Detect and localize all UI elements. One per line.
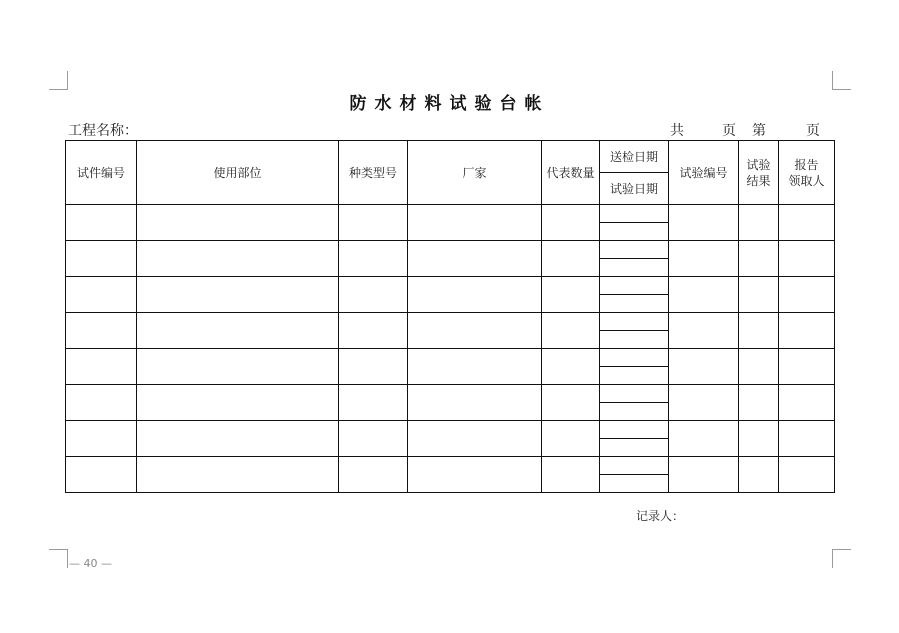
pager-page-label-2: 页 bbox=[806, 123, 820, 139]
cell-specimen-no bbox=[66, 241, 137, 277]
cell-usage-location bbox=[137, 313, 339, 349]
cell-send-date bbox=[600, 421, 669, 439]
header-report-receiver: 报告 领取人 bbox=[779, 141, 835, 205]
cell-test-result bbox=[739, 205, 779, 241]
cell-represent-qty bbox=[542, 277, 600, 313]
cell-send-date bbox=[600, 241, 669, 259]
cell-usage-location bbox=[137, 205, 339, 241]
test-ledger-table bbox=[65, 140, 835, 493]
cell-send-date bbox=[600, 205, 669, 223]
cell-type-model bbox=[339, 313, 408, 349]
cell-specimen-no bbox=[66, 205, 137, 241]
cell-type-model bbox=[339, 421, 408, 457]
cell-represent-qty bbox=[542, 205, 600, 241]
crop-mark-top-right bbox=[832, 71, 851, 90]
cell-test-date bbox=[600, 403, 669, 421]
cell-manufacturer bbox=[408, 457, 542, 493]
header-specimen-no: 试件编号 bbox=[66, 141, 137, 205]
cell-test-result bbox=[739, 313, 779, 349]
cell-test-date bbox=[600, 439, 669, 457]
cell-test-date bbox=[600, 475, 669, 493]
cell-represent-qty bbox=[542, 241, 600, 277]
cell-type-model bbox=[339, 385, 408, 421]
cell-usage-location bbox=[137, 241, 339, 277]
cell-represent-qty bbox=[542, 457, 600, 493]
cell-report-receiver bbox=[779, 241, 835, 277]
cell-test-no bbox=[669, 241, 739, 277]
recorder-label: 记录人： bbox=[636, 509, 685, 523]
cell-send-date bbox=[600, 277, 669, 295]
cell-specimen-no bbox=[66, 457, 137, 493]
cell-specimen-no bbox=[66, 313, 137, 349]
cell-test-no bbox=[669, 457, 739, 493]
cell-manufacturer bbox=[408, 241, 542, 277]
cell-specimen-no bbox=[66, 349, 137, 385]
cell-report-receiver bbox=[779, 277, 835, 313]
cell-test-result bbox=[739, 385, 779, 421]
cell-type-model bbox=[339, 277, 408, 313]
page-number: — 40 — bbox=[69, 557, 112, 570]
cell-test-date bbox=[600, 331, 669, 349]
pager-total-label: 共 bbox=[670, 123, 684, 139]
cell-report-receiver bbox=[779, 205, 835, 241]
table-row bbox=[66, 313, 835, 331]
project-name-label: 工程名称： bbox=[68, 123, 138, 139]
cell-test-result bbox=[739, 277, 779, 313]
cell-test-date bbox=[600, 367, 669, 385]
cell-test-date bbox=[600, 295, 669, 313]
cell-report-receiver bbox=[779, 349, 835, 385]
ledger-body bbox=[66, 205, 835, 493]
cell-manufacturer bbox=[408, 277, 542, 313]
cell-test-no bbox=[669, 313, 739, 349]
table-row bbox=[66, 241, 835, 259]
cell-test-no bbox=[669, 349, 739, 385]
header-test-result: 试验 结果 bbox=[739, 141, 779, 205]
cell-represent-qty bbox=[542, 421, 600, 457]
cell-send-date bbox=[600, 313, 669, 331]
cell-usage-location bbox=[137, 385, 339, 421]
cell-manufacturer bbox=[408, 313, 542, 349]
cell-report-receiver bbox=[779, 313, 835, 349]
cell-manufacturer bbox=[408, 205, 542, 241]
pager-current-label: 第 bbox=[752, 123, 766, 139]
header-type-model: 种类型号 bbox=[339, 141, 408, 205]
cell-usage-location bbox=[137, 277, 339, 313]
cell-type-model bbox=[339, 457, 408, 493]
page-title: 防水材料试验台帐 bbox=[349, 94, 550, 114]
cell-usage-location bbox=[137, 421, 339, 457]
table-row bbox=[66, 421, 835, 439]
header-represent-qty: 代表数量 bbox=[542, 141, 600, 205]
table-row bbox=[66, 349, 835, 367]
cell-usage-location bbox=[137, 457, 339, 493]
cell-test-date bbox=[600, 259, 669, 277]
cell-report-receiver bbox=[779, 385, 835, 421]
table-row bbox=[66, 205, 835, 223]
header-test-date: 试验日期 bbox=[600, 173, 669, 205]
cell-specimen-no bbox=[66, 421, 137, 457]
cell-test-result bbox=[739, 421, 779, 457]
cell-represent-qty bbox=[542, 349, 600, 385]
cell-represent-qty bbox=[542, 385, 600, 421]
cell-represent-qty bbox=[542, 313, 600, 349]
crop-mark-bottom-right bbox=[832, 549, 851, 568]
cell-test-no bbox=[669, 421, 739, 457]
cell-manufacturer bbox=[408, 349, 542, 385]
crop-mark-bottom-left bbox=[49, 549, 68, 568]
table-row bbox=[66, 277, 835, 295]
cell-test-no bbox=[669, 277, 739, 313]
cell-report-receiver bbox=[779, 457, 835, 493]
table-row bbox=[66, 457, 835, 475]
header-test-no: 试验编号 bbox=[669, 141, 739, 205]
cell-type-model bbox=[339, 205, 408, 241]
header-send-date: 送检日期 bbox=[600, 141, 669, 173]
header-manufacturer: 厂家 bbox=[408, 141, 542, 205]
cell-specimen-no bbox=[66, 277, 137, 313]
table-row bbox=[66, 385, 835, 403]
cell-test-result bbox=[739, 349, 779, 385]
cell-send-date bbox=[600, 457, 669, 475]
cell-report-receiver bbox=[779, 421, 835, 457]
cell-manufacturer bbox=[408, 421, 542, 457]
cell-test-result bbox=[739, 457, 779, 493]
cell-test-no bbox=[669, 205, 739, 241]
cell-test-no bbox=[669, 385, 739, 421]
cell-test-date bbox=[600, 223, 669, 241]
cell-type-model bbox=[339, 349, 408, 385]
header-usage-location: 使用部位 bbox=[137, 141, 339, 205]
pager-page-label: 页 bbox=[722, 123, 736, 139]
crop-mark-top-left bbox=[49, 71, 68, 90]
cell-type-model bbox=[339, 241, 408, 277]
cell-usage-location bbox=[137, 349, 339, 385]
cell-send-date bbox=[600, 385, 669, 403]
cell-specimen-no bbox=[66, 385, 137, 421]
cell-send-date bbox=[600, 349, 669, 367]
cell-manufacturer bbox=[408, 385, 542, 421]
cell-test-result bbox=[739, 241, 779, 277]
